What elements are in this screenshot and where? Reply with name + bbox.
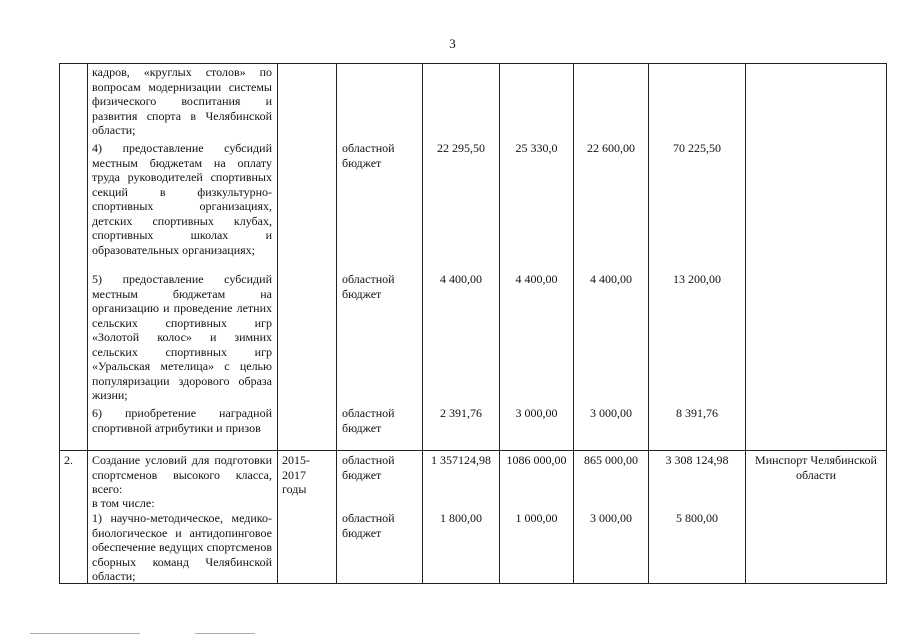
column-divider bbox=[277, 64, 278, 583]
table-cell-2017: 3 000,00 bbox=[590, 406, 632, 420]
table-cell-description: 6) приобретение наградной спортивной атрибутики и призов bbox=[92, 406, 272, 435]
column-divider bbox=[745, 64, 746, 583]
table-cell-funding-source: областной бюджет bbox=[342, 511, 395, 540]
table-cell-2017: 3 000,00 bbox=[590, 511, 632, 525]
table-cell-2016: 4 400,00 bbox=[515, 272, 558, 286]
table-cell-2015: 22 295,50 bbox=[437, 141, 485, 155]
table-cell-2017: 865 000,00 bbox=[584, 453, 638, 467]
table-cell-description: 1) научно-методическое, медико-биологическое и антидопинговое обеспечение ведущих спортсменов сборных команд Челябинской области; bbox=[92, 511, 272, 583]
table-cell-total: 5 800,00 bbox=[676, 511, 718, 525]
footer-divider bbox=[30, 633, 140, 634]
column-divider bbox=[336, 64, 337, 583]
table-cell-description: в том числе: bbox=[92, 496, 155, 510]
table-cell-2017: 4 400,00 bbox=[590, 272, 632, 286]
table-cell-executor: Минспорт Челябинской области bbox=[755, 453, 877, 482]
table-cell-funding-source: областной бюджет bbox=[342, 141, 395, 170]
table-cell-2015: 4 400,00 bbox=[440, 272, 482, 286]
table-cell-2016: 1086 000,00 bbox=[506, 453, 567, 467]
table-cell-row-number: 2. bbox=[64, 453, 73, 467]
table-cell-description: кадров, «круглых столов» по вопросам модернизации системы физического воспитания и развития спорта в Челябинской области; bbox=[92, 65, 272, 137]
table-cell-funding-source: областной бюджет bbox=[342, 406, 395, 435]
table-cell-description: 4) предоставление субсидий местным бюджетам на оплату труда руководителей спортивных секций в физкультурно-спортивных организациях, детских спортивных клубах, спортивных школах и образовательных организациях; bbox=[92, 141, 272, 257]
column-divider bbox=[87, 64, 88, 583]
budget-table bbox=[59, 63, 887, 584]
table-cell-2016: 25 330,0 bbox=[515, 141, 558, 155]
table-cell-total: 3 308 124,98 bbox=[665, 453, 729, 467]
table-cell-2015: 1 357124,98 bbox=[431, 453, 491, 467]
row-divider bbox=[60, 450, 886, 451]
page-number: 3 bbox=[449, 36, 456, 51]
table-cell-2015: 2 391,76 bbox=[440, 406, 482, 420]
table-cell-funding-source: областной бюджет bbox=[342, 272, 395, 301]
table-cell-total: 13 200,00 bbox=[673, 272, 721, 286]
table-cell-2016: 1 000,00 bbox=[515, 511, 558, 525]
table-cell-total: 8 391,76 bbox=[676, 406, 718, 420]
table-cell-description: 5) предоставление субсидий местным бюджетам на организацию и проведение летних сельских спортивных игр «Золотой колос» и зимних сельских спортивных игр «Уральская метелица» с целью популяризации здорового образа жизни; bbox=[92, 272, 272, 402]
table-cell-funding-source: областной бюджет bbox=[342, 453, 395, 482]
table-cell-total: 70 225,50 bbox=[673, 141, 721, 155]
footer-divider bbox=[195, 633, 255, 634]
table-cell-2015: 1 800,00 bbox=[440, 511, 482, 525]
table-cell-2016: 3 000,00 bbox=[515, 406, 558, 420]
table-cell-description: Создание условий для подготовки спортсменов высокого класса, всего: bbox=[92, 453, 272, 496]
table-cell-2017: 22 600,00 bbox=[587, 141, 635, 155]
table-cell-period: 2015-2017 годы bbox=[282, 453, 310, 496]
